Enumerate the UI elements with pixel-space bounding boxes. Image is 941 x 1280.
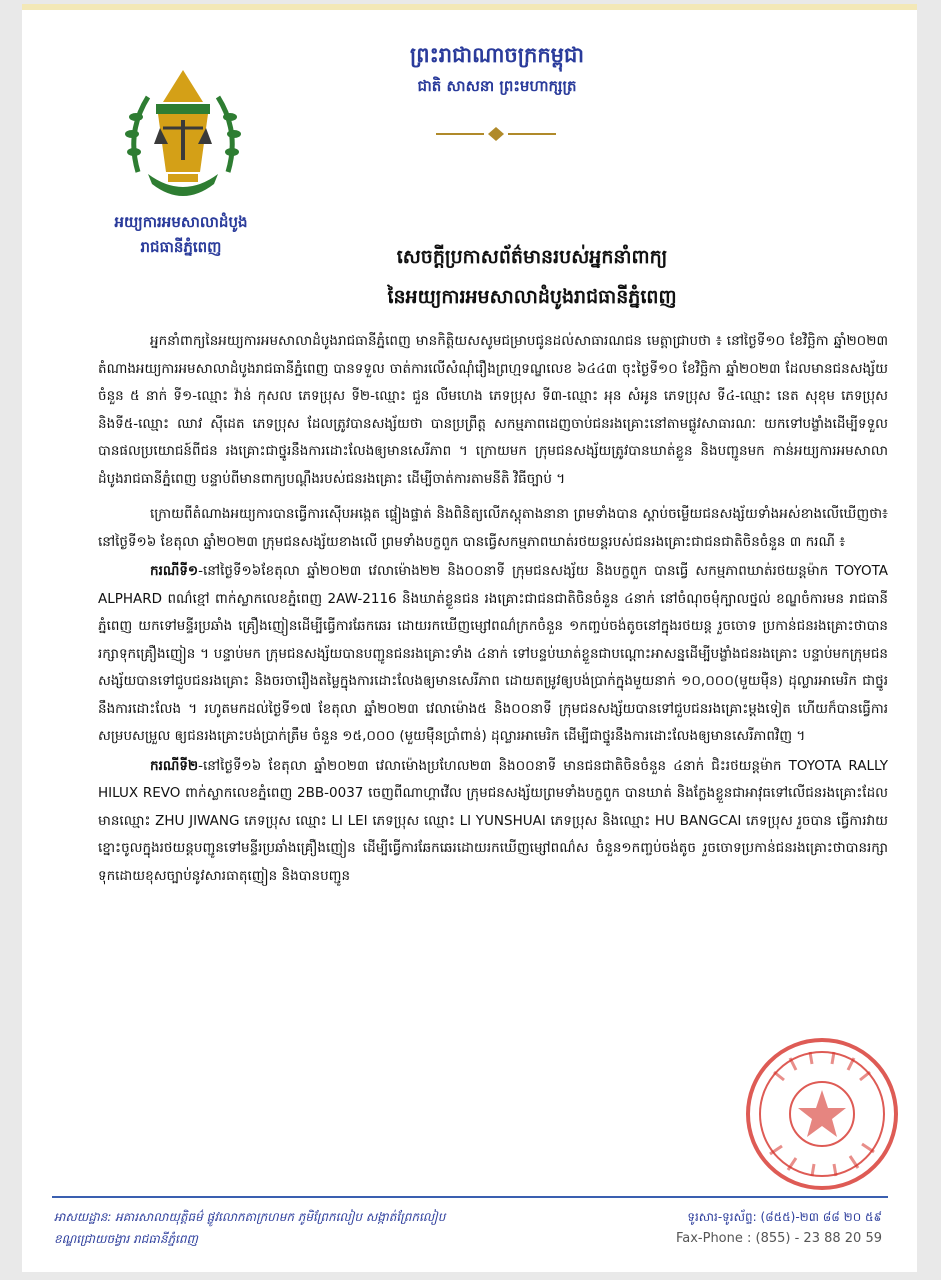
document-body [98, 328, 888, 892]
court-name-line1: អយ្យការអមសាលាដំបូង [114, 213, 248, 231]
case-2-text: -នៅថ្ងៃទី១៦ ខែតុលា ឆ្នាំ២០២៣ វេលាម៉ោងប្រហែល២៣ និង០០នាទី មានជនជាតិចិនចំនួន ៤នាក់ ជិះរថយន្តម៉ាក TOYOTA RALLY HILUX REVO ពាក់ស្លាកលេខភ្នំពេញ 2BB-0037 ចេញពីណាហ្គាវើល ក្រុមជនសង្ស័យព្រមទាំងបក្ខពួក បានឃាត់ និងក្លែងខ្លួនជាអាវុធទៅលើជនរងគ្រោះដែលមានឈ្មោះ ZHU JIWANG ភេទប្រុស ឈ្មោះ LI LEI ភេទប្រុស ឈ្មោះ LI YUNSHUAI ភេទប្រុស និងឈ្មោះ HU BANGCAI ភេទប្រុស រួចបាន ធ្វើការវាយខ្នោះចូលក្នុងរថយន្តបញ្ជូនទៅមន្ទីរប្រឆាំងគ្រឿងញៀន ដើម្បីធ្វើការឆែកឆេរដោយរកឃើញម្សៅពណ៌ស ចំនួន១កញ្ចប់ចង់តូច រួចចោទប្រកាន់ជនរងគ្រោះថាបានរក្សាទុកដោយខុសច្បាប់នូវសារធាតុញៀន និងបានបញ្ជូន [98, 757, 888, 884]
fax-phone-number: Fax-Phone : (855) - 23 88 20 59 [675, 1231, 882, 1246]
case-1-label: ករណីទី១ [150, 563, 199, 579]
court-emblem-icon [118, 62, 248, 212]
title-line-2: នៃអយ្យការអមសាលាដំបូងរាជធានីភ្នំពេញ [387, 286, 677, 308]
kingdom-heading: ព្រះរាជាណាចក្រកម្ពុជា [409, 43, 584, 67]
title-line-1: សេចក្ដីប្រកាសព័ត៌មានរបស់អ្នកនាំពាក្យ [396, 246, 668, 268]
case-2-label: ករណីទី២ [150, 757, 199, 774]
footer-contact [582, 1206, 882, 1250]
phone-label-khmer: ទូរសារ-ទូរស័ព្ទ: (៨៥៥)-២៣ ៨៨ ២០ ៥៩ [687, 1210, 882, 1224]
top-strip [22, 4, 917, 10]
court-name-line2: រាជធានីភ្នំពេញ [140, 238, 222, 256]
footer-address [54, 1206, 574, 1250]
header-ornament-icon [426, 124, 566, 144]
national-motto: ជាតិ សាសនា ព្រះមហាក្សត្រ [417, 77, 577, 95]
paragraph-intro: អ្នកនាំពាក្យនៃអយ្យការអមសាលាដំបូងរាជធានីភ្នំពេញ មានកិត្តិយសសូមជម្រាបជូនដល់សាធារណជន មេត្តាជ្រាបថា ៖ នៅថ្ងៃទី១០ ខែវិច្ឆិកា ឆ្នាំ២០២៣ តំណាងអយ្យការអមសាលាដំបូងរាជធានីភ្នំពេញ បានទទួល ចាត់ការលើសំណុំរឿងព្រហ្មទណ្ឌលេខ ៦៤៤៣ ចុះថ្ងៃទី១០ ខែវិច្ឆិកា ឆ្នាំ២០២៣ ដែលមានជនសង្ស័យចំនួន ៥ នាក់ ទី១-ឈ្មោះ វ៉ាន់ កុសល ភេទប្រុស ទី២-ឈ្មោះ ជួន លីមហេង ភេទប្រុស ទី៣-ឈ្មោះ អុន សំអូន ភេទប្រុស ទី៤-ឈ្មោះ នេត សុខុម ភេទប្រុស និងទី៥-ឈ្មោះ ឈាវ ស៊ីដេត ភេទប្រុស ដែលត្រូវបានសង្ស័យថា បានប្រព្រឹត្ត សកម្មភាពដេញចាប់ជនរងគ្រោះនៅតាមផ្លូវសាធារណៈ យកទៅបង្ខាំងដើម្បីទទួលបានផលប្រយោជន៍ពីជន រងគ្រោះជាថ្នូរនឹងការដោះលែងឲ្យមានសេរីភាព ។ ក្រោយមក ក្រុមជនសង្ស័យត្រូវបានឃាត់ខ្លួន និងបញ្ជូនមក កាន់អយ្យការអមសាលាដំបូងរាជធានីភ្នំពេញ បន្ទាប់ពីមានពាក្យបណ្ដឹងរបស់ជនរងគ្រោះ ដើម្បីចាត់ការតាមនីតិ វិធីច្បាប់ ។ [98, 333, 888, 487]
address-line-2: ខណ្ឌជ្រោយចង្វារ រាជធានីភ្នំពេញ [54, 1232, 198, 1246]
paragraph-case-1 [98, 558, 888, 751]
official-seal-stamp [740, 1034, 905, 1194]
case-1-text: -នៅថ្ងៃទី១៦ខែតុលា ឆ្នាំ២០២៣ វេលាម៉ោង២២ និង០០នាទី ក្រុមជនសង្ស័យ និងបក្ខពួក បានធ្វើ សកម្មភាពឃាត់រថយន្តម៉ាក TOYOTA ALPHARD ពណ៌ខ្មៅ ពាក់ស្លាកលេខភ្នំពេញ 2AW-2116 និងឃាត់ខ្លួនជន រងគ្រោះជាជនជាតិចិនចំនួន ៤នាក់ នៅចំណុចមុំក្បាលថ្នល់ ខណ្ឌចំការមន រាជធានីភ្នំពេញ យកទៅមន្ទីរប្រឆាំង គ្រឿងញៀនដើម្បីធ្វើការឆែកឆេរ ដោយរកឃើញម្សៅពណ៌ក្រកចំនួន ១កញ្ចប់ចង់តូចនៅក្នុងរថយន្ត រួចចោទ ប្រកាន់ជនរងគ្រោះថាបានរក្សាទុកគ្រឿងញៀន ។ បន្ទាប់មក ក្រុមជនសង្ស័យបានបញ្ជូនជនរងគ្រោះទាំង ៤នាក់ ទៅបន្ទប់ឃាត់ខ្លួនជាបណ្ដោះអាសន្នដើម្បីបង្ខាំងជនរងគ្រោះ បន្ទាប់មកក្រុមជនសង្ស័យបានទៅជួបជនរងគ្រោះ និងចរចារឿងតម្លៃក្នុងការដោះលែងឲ្យមានសេរីភាព ដោយតម្រូវឲ្យបង់ប្រាក់ក្នុងមួយនាក់ ១០,០០០(មួយម៉ឺន) ដុល្លារអាមេរិក ជាថ្នូរនឹងការដោះលែង ។ រហូតមកដល់ថ្ងៃទី១៧ ខែតុលា ឆ្នាំ២០២៣ វេលាម៉ោង៥ និង០០នាទី ក្រុមជនសង្ស័យបានទៅជួបជនរងគ្រោះម្ដងទៀត ហើយក៏បានធ្វើការសម្របសម្រួល ឲ្យជនរងគ្រោះបង់ប្រាក់ត្រឹម ចំនួន ១៥,០០០ (មួយម៉ឺនប្រាំពាន់) ដុល្លារអាមេរិក ដើម្បីជាថ្នូរនឹងការដោះលែងឲ្យមានសេរីភាពវិញ ។ [98, 563, 888, 744]
paragraph-investigation: ក្រោយពីតំណាងអយ្យការបានធ្វើការស៊ើបអង្កេត ផ្ទៀងផ្ទាត់ និងពិនិត្យលើភស្តុតាងនានា ព្រមទាំងបាន ស្តាប់ចម្លើយជនសង្ស័យទាំងអស់ខាងលើឃើញថា៖ នៅថ្ងៃទី១៦ ខែតុលា ឆ្នាំ២០២៣ ក្រុមជនសង្ស័យខាងលើ ព្រមទាំងបក្ខពួក បានធ្វើសកម្មភាពឃាត់រថយន្តរបស់ជនរងគ្រោះជាជនជាតិចិនចំនួន ៣ ករណី ៖ [98, 506, 888, 550]
footer-divider [52, 1196, 888, 1198]
paragraph-case-2 [98, 753, 888, 891]
address-line-1: អាសយដ្ឋាន: អគារសាលាយុត្តិធម៌ ផ្លូវលោកតាក្រហមក ភូមិព្រែកលៀប សង្កាត់ព្រែកលៀប [54, 1210, 446, 1224]
document-page [22, 4, 917, 1272]
